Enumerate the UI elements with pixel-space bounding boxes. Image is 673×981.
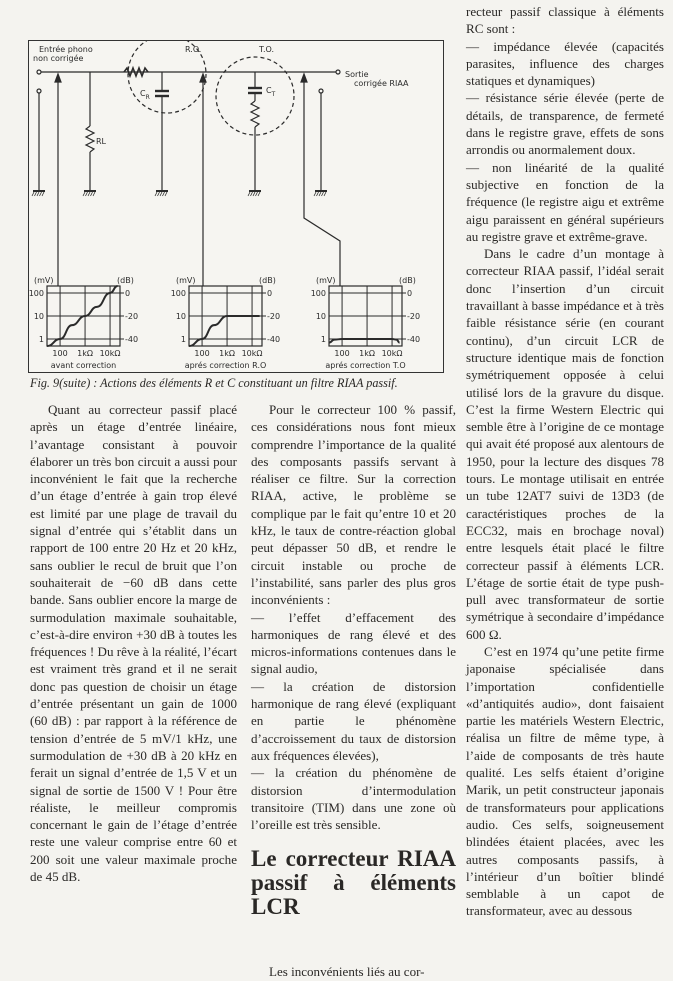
y-tick-label-right: -40 <box>125 335 139 345</box>
resistor-rt-symbol <box>251 101 259 127</box>
list-item: — résistance série élevée (perte de détails, de transparence, de fermeté dans le registre grave, effets de sons arrondis ou anormalement doux. <box>466 90 664 158</box>
response-chart <box>311 276 420 370</box>
x-tick-label: 10kΩ <box>381 349 403 358</box>
column-3 <box>466 3 664 920</box>
output-label-2: corrigée RIAA <box>354 79 409 88</box>
y-tick-label-right: -40 <box>267 335 281 345</box>
input-terminal <box>37 70 41 74</box>
section-heading: Le correcteur RIAA passif à éléments LCR <box>251 846 456 920</box>
ground-icon <box>314 191 327 196</box>
ground-icon <box>32 191 45 196</box>
list-item: — non linéarité de la qualité subjective en fonction de la fréquence (le registre aigu et extrême aigu paraissent en général supérieurs au registre grave et extrême-grave. <box>466 159 664 244</box>
ground-icon <box>155 191 168 196</box>
output-label: Sortie <box>345 70 369 79</box>
to-label: T.O. <box>259 45 274 54</box>
input-label: Entrée phono <box>39 45 93 54</box>
y-tick-label-right: -20 <box>267 312 281 321</box>
y-tick-label-right: 0 <box>407 288 413 298</box>
x-tick-label: 1kΩ <box>77 349 93 358</box>
y-tick-label: 100 <box>29 288 44 298</box>
circuit-diagram <box>29 41 443 372</box>
list-item: — la création de distorsion harmonique de rang élevé (expliquant en partie le phénomène d’accroissement du taux de distorsion aux fréquences élevées), <box>251 678 456 763</box>
paragraph: Quant au correcteur passif placé après un étage d’entrée linéaire, l’avantage consistant à pouvoir élaborer un très bon circuit a aussi pour inconvénient le fait que la recherche d’un étage d’entrée à gain trop élevé est limité par une plage de travail du signal d’entrée qui s’établit dans un rapport de 100 entre 20 Hz et 20 kHz, sans oublier le recul de bruit que l’on souhaiterait de −60 dB dans cette bande. Sans oublier encore la marge de surmodulation maximale souhaitable, c’est-à-dire environ +30 dB à toutes les fréquences ! Du rêve à la réalité, l’écart est vraiment très grand et il ne serait donc pas question de choisir un étage d’entrée présentant un gain de 1000 (60 dB) : par rapport à la référence de tension d’entrée de 5 mV/1 kHz, une surmodulation de +30 dB à 20 kHz en ferait un signal d’entrée de 1,5 V et un signal de sortie de 1500 V ! Pour être réaliste, le meilleur compromis concernant le gain de l’étage d’entrée reste une valeur comprise entre 60 et 200 soit une valeur maximale proche de 45 dB. <box>30 402 237 885</box>
response-curve <box>329 339 400 343</box>
figure-caption: Fig. 9(suite) : Actions des éléments R et C constituant un filtre RIAA passif. <box>30 376 398 390</box>
ground-icon <box>248 191 261 196</box>
y-axis-label-right: (dB) <box>399 276 416 285</box>
cr-label: $C_R$ <box>140 89 150 101</box>
x-tick-label: 100 <box>194 349 210 358</box>
input-label-2: non corrigée <box>33 54 84 63</box>
y-axis-label-left: (mV) <box>316 276 336 285</box>
y-axis-label-right: (dB) <box>117 276 134 285</box>
y-tick-label-right: -20 <box>407 312 421 321</box>
y-tick-label-right: -20 <box>125 312 139 321</box>
x-tick-label: 100 <box>334 349 350 358</box>
list-item: — l’effet d’effacement des harmoniques de rang élevé et des micros-informations contenues dans le signal audio, <box>251 609 456 677</box>
chart-title: aprés correction T.O <box>325 361 406 370</box>
y-tick-label: 1 <box>180 335 186 345</box>
y-tick-label: 10 <box>315 312 326 321</box>
list-item: — la création du phénomène de distorsion d’intermodulation transitoire (TIM) dans une zone où l’oreille est très sensible. <box>251 765 456 833</box>
list-item: — impédance élevée (capacités parasites, influence des charges statiques et dynamiques) <box>466 38 664 89</box>
y-tick-label: 100 <box>170 288 186 298</box>
paragraph: recteur passif classique à éléments RC sont : <box>466 4 664 37</box>
x-tick-label: 1kΩ <box>219 349 235 358</box>
y-tick-label-right: 0 <box>125 288 131 298</box>
x-tick-label: 10kΩ <box>241 349 263 358</box>
ct-label: $C_T$ <box>266 86 276 98</box>
x-tick-label: 100 <box>52 349 68 358</box>
paragraph: Les inconvénients liés au cor- <box>269 964 425 980</box>
paragraph: C’est en 1974 qu’une petite firme japonaise spécialisée dans l’importation confidentielle «d’antiquités audio», dont faisaient partie les matériels Western Electric, réalisa un filtre de même type, à l’aide de composants de très haute qualité. Les selfs étaient d’origine Marik, un petit constructeur japonais de transformateurs pour applications audio. Ces selfs, soigneusement blindées étaient placées, avec les autres composants passifs, à l’intérieur d’un boîtier blindé semblable à un capot de transformateur, avec au dessous <box>466 643 664 919</box>
y-tick-label: 100 <box>310 288 326 298</box>
rl-label: RL <box>96 137 107 146</box>
y-tick-label: 10 <box>33 312 44 321</box>
resistor-rl-symbol <box>86 126 94 152</box>
chart-title: aprés correction R.O <box>184 361 267 370</box>
ro-label: R.O. <box>185 45 202 54</box>
output-terminal <box>336 70 340 74</box>
y-tick-label: 1 <box>38 335 44 345</box>
y-tick-label-right: 0 <box>267 288 273 298</box>
column-2 <box>251 401 456 981</box>
y-tick-label: 10 <box>175 312 186 321</box>
column-1 <box>30 401 237 885</box>
response-chart <box>29 276 138 370</box>
x-tick-label: 1kΩ <box>359 349 375 358</box>
y-tick-label-right: -40 <box>407 335 421 345</box>
x-tick-label: 10kΩ <box>99 349 121 358</box>
paragraph: Dans le cadre d’un montage à correcteur RIAA passif, l’idéal serait donc l’insertion d’un circuit travaillant à basse impédance et à très faible résistance série (en courant continu), d’un circuit LCR de structure identique mais de fonction symétriquement opposée à celui utilisé lors de la gravure du disque. C’est la firme Western Electric qui semble être à l’origine de ce montage qui avait été proposé aux alentours de 1950, pour la lecture des disques 78 tours. Le montage utilisait en entrée un tube 12AT7 suivi de 13D3 (de caractéristiques proches de la ECC32, mais en brochage noval) entre lesquels était placé le filtre correcteur passif à éléments LCR. L’étage de sortie était de type push-pull avec transformateur de sortie symétrique à secondaire d’impédance 600 Ω. <box>466 246 664 642</box>
paragraph: Pour le correcteur 100 % passif, ces considérations nous font mieux comprendre l’importance de la qualité des composants passifs servant à réaliser ce filtre. Sur la correction RIAA, active, le problème se complique par le fait qu’entre 10 et 20 kHz, le taux de contre-réaction global peut dépasser 50 dB, et rendre le circuit instable ou proche de l’instabilité, sans parler des plus gros inconvénients : <box>251 402 456 608</box>
figure-riaa-filter <box>28 40 444 373</box>
response-curve <box>189 316 260 346</box>
y-axis-label-left: (mV) <box>176 276 196 285</box>
chart-title: avant correction <box>50 361 117 370</box>
y-axis-label-left: (mV) <box>34 276 54 285</box>
response-chart <box>171 276 280 370</box>
y-axis-label-right: (dB) <box>259 276 276 285</box>
ground-icon <box>83 191 96 196</box>
y-tick-label: 1 <box>320 335 326 345</box>
